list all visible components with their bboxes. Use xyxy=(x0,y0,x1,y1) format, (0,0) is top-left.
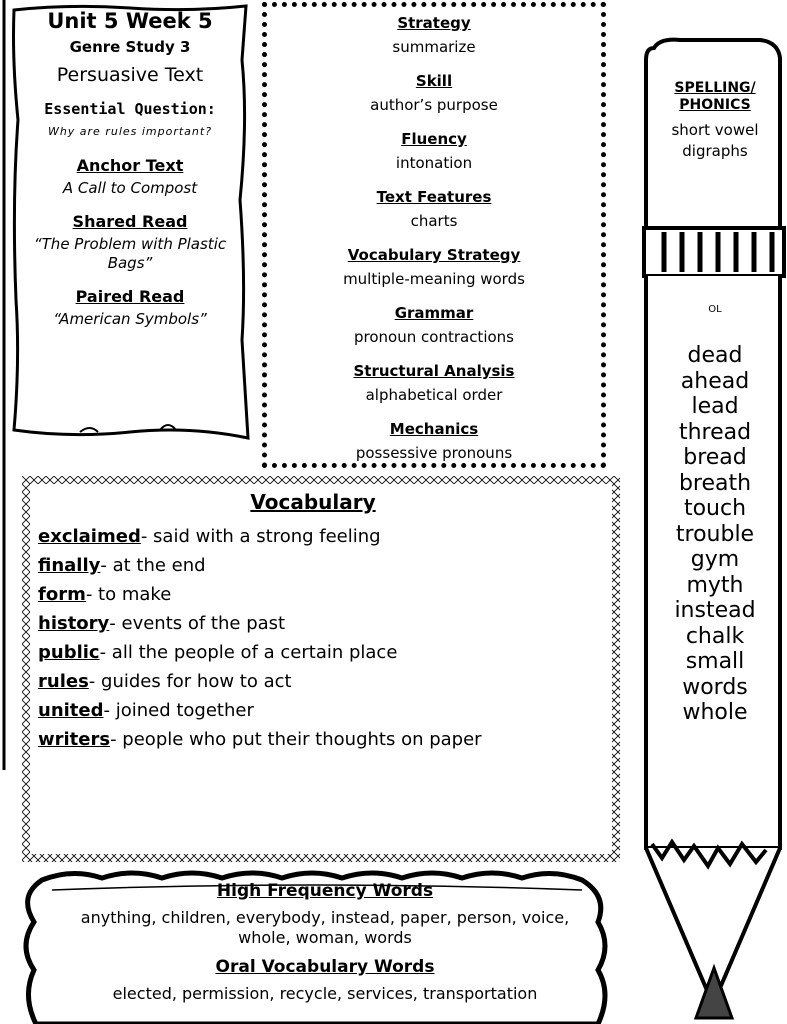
vocabulary-definition: - joined together xyxy=(103,700,254,721)
vocabulary-word: writers xyxy=(38,729,111,750)
spelling-word: gym xyxy=(690,547,740,572)
skill-value-structural-analysis: alphabetical order xyxy=(365,386,503,404)
skill-label-strategy: Strategy xyxy=(397,14,471,32)
skill-label-skill: Skill xyxy=(415,72,453,90)
spelling-word: breath xyxy=(678,470,752,496)
skill-label-grammar: Grammar xyxy=(394,304,474,322)
oral-vocabulary-words: elected, permission, recycle, services, transportation xyxy=(112,984,538,1003)
vocabulary-definition: - people who put their thoughts on paper xyxy=(110,729,482,750)
spelling-word: touch xyxy=(683,496,747,521)
spelling-word: trouble xyxy=(675,521,755,547)
vocabulary-item xyxy=(38,638,608,667)
spelling-subtitle-line1: short vowel xyxy=(671,121,759,139)
spelling-word: chalk xyxy=(685,623,745,649)
essential-question: Why are rules important? xyxy=(47,125,213,138)
vocabulary-word: united xyxy=(38,700,104,721)
skill-label-vocabulary-strategy: Vocabulary Strategy xyxy=(347,246,521,264)
spelling-word: words xyxy=(682,674,748,700)
skill-value-strategy: summarize xyxy=(392,38,476,56)
spelling-subtitle-line2: digraphs xyxy=(682,142,748,160)
vocabulary-definition: - guides for how to act xyxy=(88,671,292,692)
vocabulary-word: history xyxy=(38,613,110,634)
spelling-word: small xyxy=(685,649,745,674)
vocabulary-item xyxy=(38,667,608,696)
vocabulary-item xyxy=(38,580,608,609)
high-frequency-words: anything, children, everybody, instead, paper, person, voice, whole, woman, words xyxy=(80,908,570,947)
vocabulary-item xyxy=(38,551,608,580)
skill-value-mechanics: possessive pronouns xyxy=(355,444,513,462)
skill-label-mechanics: Mechanics xyxy=(389,420,479,438)
skill-label-text-features: Text Features xyxy=(376,188,492,206)
vocabulary-word: rules xyxy=(38,671,89,692)
vocabulary-definition: - events of the past xyxy=(109,613,286,634)
anchor-text-label: Anchor Text xyxy=(76,156,184,175)
vocabulary-section xyxy=(38,490,608,754)
skill-value-grammar: pronoun contractions xyxy=(354,328,514,346)
vocabulary-definition: - all the people of a certain place xyxy=(99,642,398,663)
shared-read: “The Problem with Plastic Bags” xyxy=(33,235,227,272)
spelling-word: bread xyxy=(683,445,747,470)
skill-value-fluency: intonation xyxy=(395,154,473,172)
vocabulary-word: public xyxy=(38,642,100,663)
vocabulary-definition: - at the end xyxy=(100,555,206,576)
shared-read-label: Shared Read xyxy=(72,212,188,231)
oral-vocabulary-label: Oral Vocabulary Words xyxy=(215,957,435,977)
unit-card xyxy=(30,8,230,329)
paired-read: “American Symbols” xyxy=(53,310,207,328)
spelling-word-list xyxy=(654,343,776,726)
skill-label-structural-analysis: Structural Analysis xyxy=(353,362,515,380)
vocabulary-word: form xyxy=(38,584,86,605)
vocabulary-definition: - said with a strong feeling xyxy=(140,526,381,547)
spelling-heading-line1: SPELLING/ xyxy=(674,80,756,96)
skill-value-skill: author’s purpose xyxy=(370,96,498,114)
vocabulary-item xyxy=(38,725,608,754)
spelling-word: instead xyxy=(674,598,756,623)
vocabulary-word: finally xyxy=(38,555,101,576)
skill-label-fluency: Fluency xyxy=(401,130,467,148)
high-frequency-label: High Frequency Words xyxy=(216,881,434,901)
spelling-word: myth xyxy=(686,572,744,598)
spelling-word: whole xyxy=(682,700,748,725)
skill-value-vocabulary-strategy: multiple-meaning words xyxy=(343,270,525,288)
vocabulary-item xyxy=(38,696,608,725)
word-lists xyxy=(60,880,590,1012)
spelling-word: thread xyxy=(678,419,752,445)
spelling-word: dead xyxy=(687,343,743,368)
genre-study: Genre Study 3 xyxy=(69,38,191,56)
essential-question-label: Essential Question: xyxy=(44,100,216,118)
spelling-level: OL xyxy=(708,304,722,315)
paired-read-label: Paired Read xyxy=(75,287,185,306)
vocabulary-item xyxy=(38,522,608,551)
skill-value-text-features: charts xyxy=(410,212,458,230)
unit-title: Unit 5 Week 5 xyxy=(47,9,213,33)
vocabulary-definition: - to make xyxy=(85,584,172,605)
spelling-word: ahead xyxy=(680,368,750,394)
spelling-heading-line2: PHONICS xyxy=(679,97,751,113)
vocabulary-word: exclaimed xyxy=(38,526,141,547)
spelling-header xyxy=(656,80,774,162)
skills-list xyxy=(267,7,601,463)
vocabulary-title: Vocabulary xyxy=(250,490,376,514)
skills-box xyxy=(262,2,606,468)
vocabulary-item xyxy=(38,609,608,638)
genre: Persuasive Text xyxy=(56,64,204,86)
anchor-text: A Call to Compost xyxy=(62,179,198,197)
flag-pole xyxy=(0,0,8,770)
spelling-word: lead xyxy=(691,394,739,419)
